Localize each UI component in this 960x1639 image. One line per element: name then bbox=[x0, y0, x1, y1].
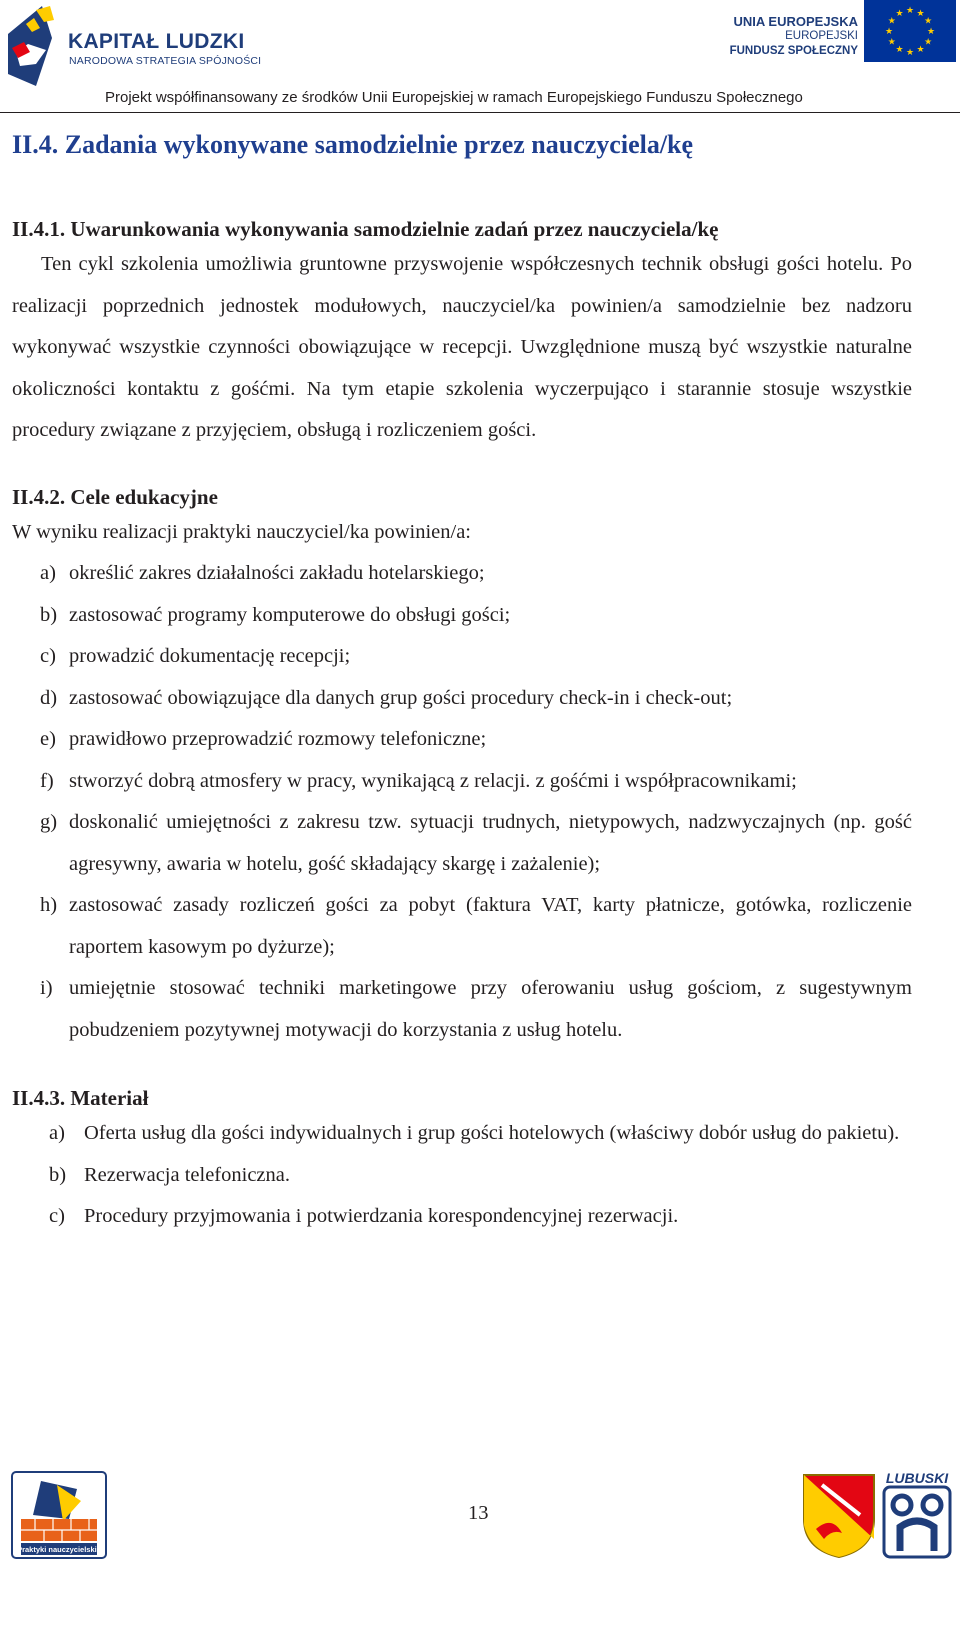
objective-item-text: określić zakres działalności zakładu hotelarskiego; bbox=[69, 562, 485, 584]
material-list bbox=[12, 1113, 912, 1238]
svg-text:★: ★ bbox=[916, 45, 925, 56]
objective-item-marker: c) bbox=[40, 645, 56, 667]
svg-text:★: ★ bbox=[895, 45, 904, 56]
material-item-text: Rezerwacja telefoniczna. bbox=[84, 1163, 291, 1186]
objective-item-text: umiejętnie stosować techniki marketingowe przy oferowaniu usług gościom, z sugestywnym pobudzeniem pozytywnej motywacji do korzystania z usług hotelu. bbox=[69, 977, 912, 1041]
page-number: 13 bbox=[468, 1502, 489, 1524]
subsection-heading-2: II.4.2. Cele edukacyjne bbox=[12, 484, 218, 509]
objective-item bbox=[12, 802, 912, 885]
page-footer bbox=[0, 1465, 960, 1639]
objectives-intro: W wyniku realizacji praktyki nauczyciel/ka powinien/a: bbox=[12, 520, 471, 543]
objective-item-marker: g) bbox=[40, 811, 58, 833]
subsection-1-paragraph: Ten cykl szkolenia umożliwia gruntowne przyswojenie współczesnych technik obsługi gości hotelu. Po realizacji poprzednich jednostek modułowych, nauczyciel/ka powinien/a samodzielnie bez nadzoru wykonywać wszystkie czynności obowiązujące w recepcji. Uwzględnione muszą być wszystkie naturalne okoliczności kontaktu z gośćmi. Na tym etapie szkolenia wyczerpująco i starannie stosuje wszystkie procedury związane z przyjęciem, obsługą i rozliczeniem gości. bbox=[12, 253, 912, 441]
document-body bbox=[12, 130, 912, 1238]
objective-item-text: stworzyć dobrą atmosfery w pracy, wynikającą z relacji. z gośćmi i współpracownikami; bbox=[69, 769, 797, 792]
objective-item-text: zastosować obowiązujące dla danych grup gości procedury check-in i check-out; bbox=[69, 686, 733, 709]
lubuskie-wordmark-icon bbox=[884, 1470, 950, 1557]
eu-label bbox=[730, 14, 858, 59]
svg-text:★: ★ bbox=[916, 8, 925, 19]
eu-line-2: EUROPEJSKI bbox=[785, 30, 858, 42]
material-item-text: Procedury przyjmowania i potwierdzania korespondencyjnej rezerwacji. bbox=[84, 1205, 679, 1227]
objective-item-text: zastosować programy komputerowe do obsługi gości; bbox=[69, 603, 511, 626]
svg-text:★: ★ bbox=[887, 16, 896, 27]
objective-item-marker: e) bbox=[40, 728, 56, 750]
objective-item bbox=[12, 885, 912, 968]
right-logo-text: LUBUSKI bbox=[885, 1470, 949, 1486]
objective-item-text: prawidłowo przeprowadzić rozmowy telefoniczne; bbox=[69, 728, 487, 750]
svg-text:★: ★ bbox=[884, 27, 894, 37]
eu-line-3: FUNDUSZ SPOŁECZNY bbox=[729, 45, 858, 57]
objective-item-text: zastosować zasady rozliczeń gości za pobyt (faktura VAT, karty płatnicze, gotówka, rozliczenie raportem kasowym po dyżurze); bbox=[69, 894, 912, 958]
section-title: II.4. Zadania wykonywane samodzielnie przez nauczyciela/kę bbox=[12, 130, 694, 159]
objective-item-text: prowadzić dokumentację recepcji; bbox=[69, 645, 351, 667]
svg-text:★: ★ bbox=[926, 27, 936, 37]
svg-text:★: ★ bbox=[924, 16, 933, 27]
objective-item bbox=[12, 595, 912, 637]
header-divider bbox=[0, 112, 960, 113]
objective-item bbox=[12, 968, 912, 1051]
svg-text:★: ★ bbox=[887, 37, 896, 48]
logo-subtitle: NARODOWA STRATEGIA SPÓJNOŚCI bbox=[69, 55, 262, 67]
svg-text:★: ★ bbox=[905, 48, 915, 58]
material-item-marker: b) bbox=[49, 1163, 67, 1186]
objective-item bbox=[12, 761, 912, 803]
svg-text:★: ★ bbox=[895, 8, 904, 19]
material-item-marker: c) bbox=[49, 1205, 65, 1227]
material-item bbox=[12, 1113, 912, 1155]
objective-item-marker: h) bbox=[40, 894, 58, 916]
material-item bbox=[12, 1155, 912, 1197]
subsection-heading-3: II.4.3. Materiał bbox=[12, 1086, 149, 1110]
objective-item-marker: f) bbox=[40, 769, 54, 792]
logo-title: KAPITAŁ LUDZKI bbox=[68, 30, 245, 53]
subsection-heading-1: II.4.1. Uwarunkowania wykonywania samodzielnie zadań przez nauczyciela/kę bbox=[12, 217, 719, 241]
material-item bbox=[12, 1196, 912, 1238]
objective-item-marker: b) bbox=[40, 603, 58, 626]
project-cofinancing-note: Projekt współfinansowany ze środków Unii Europejskiej w ramach Europejskiego Funduszu Społecznego bbox=[105, 89, 803, 106]
objectives-list bbox=[12, 553, 912, 1051]
objective-item bbox=[12, 719, 912, 761]
objective-item bbox=[12, 636, 912, 678]
praktyki-nauczycielskie-logo bbox=[11, 1471, 107, 1559]
objective-item bbox=[12, 553, 912, 595]
objective-item-marker: d) bbox=[40, 686, 58, 709]
objective-item bbox=[12, 678, 912, 720]
page-header bbox=[0, 0, 960, 120]
svg-text:★: ★ bbox=[905, 6, 915, 16]
eu-flag-icon bbox=[864, 0, 956, 62]
material-item-marker: a) bbox=[49, 1122, 65, 1144]
eu-line-1: UNIA EUROPEJSKA bbox=[733, 14, 858, 29]
lubuskie-logos bbox=[802, 1469, 956, 1559]
material-item-text: Oferta usług dla gości indywidualnych i grup gości hotelowych (właściwy dobór usług do pakietu). bbox=[84, 1122, 900, 1144]
objective-item-marker: i) bbox=[40, 977, 53, 999]
left-logo-caption: Praktyki nauczycielskie bbox=[17, 1545, 101, 1554]
objective-item-marker: a) bbox=[40, 562, 56, 584]
objective-item-text: doskonalić umiejętności z zakresu tzw. sytuacji trudnych, nietypowych, nadzwyczajnych (np. gość agresywny, awaria w hotelu, gość składający skargę i zażalenie); bbox=[69, 811, 912, 875]
svg-text:★: ★ bbox=[924, 37, 933, 48]
lubuskie-coat-of-arms-icon bbox=[804, 1475, 874, 1557]
